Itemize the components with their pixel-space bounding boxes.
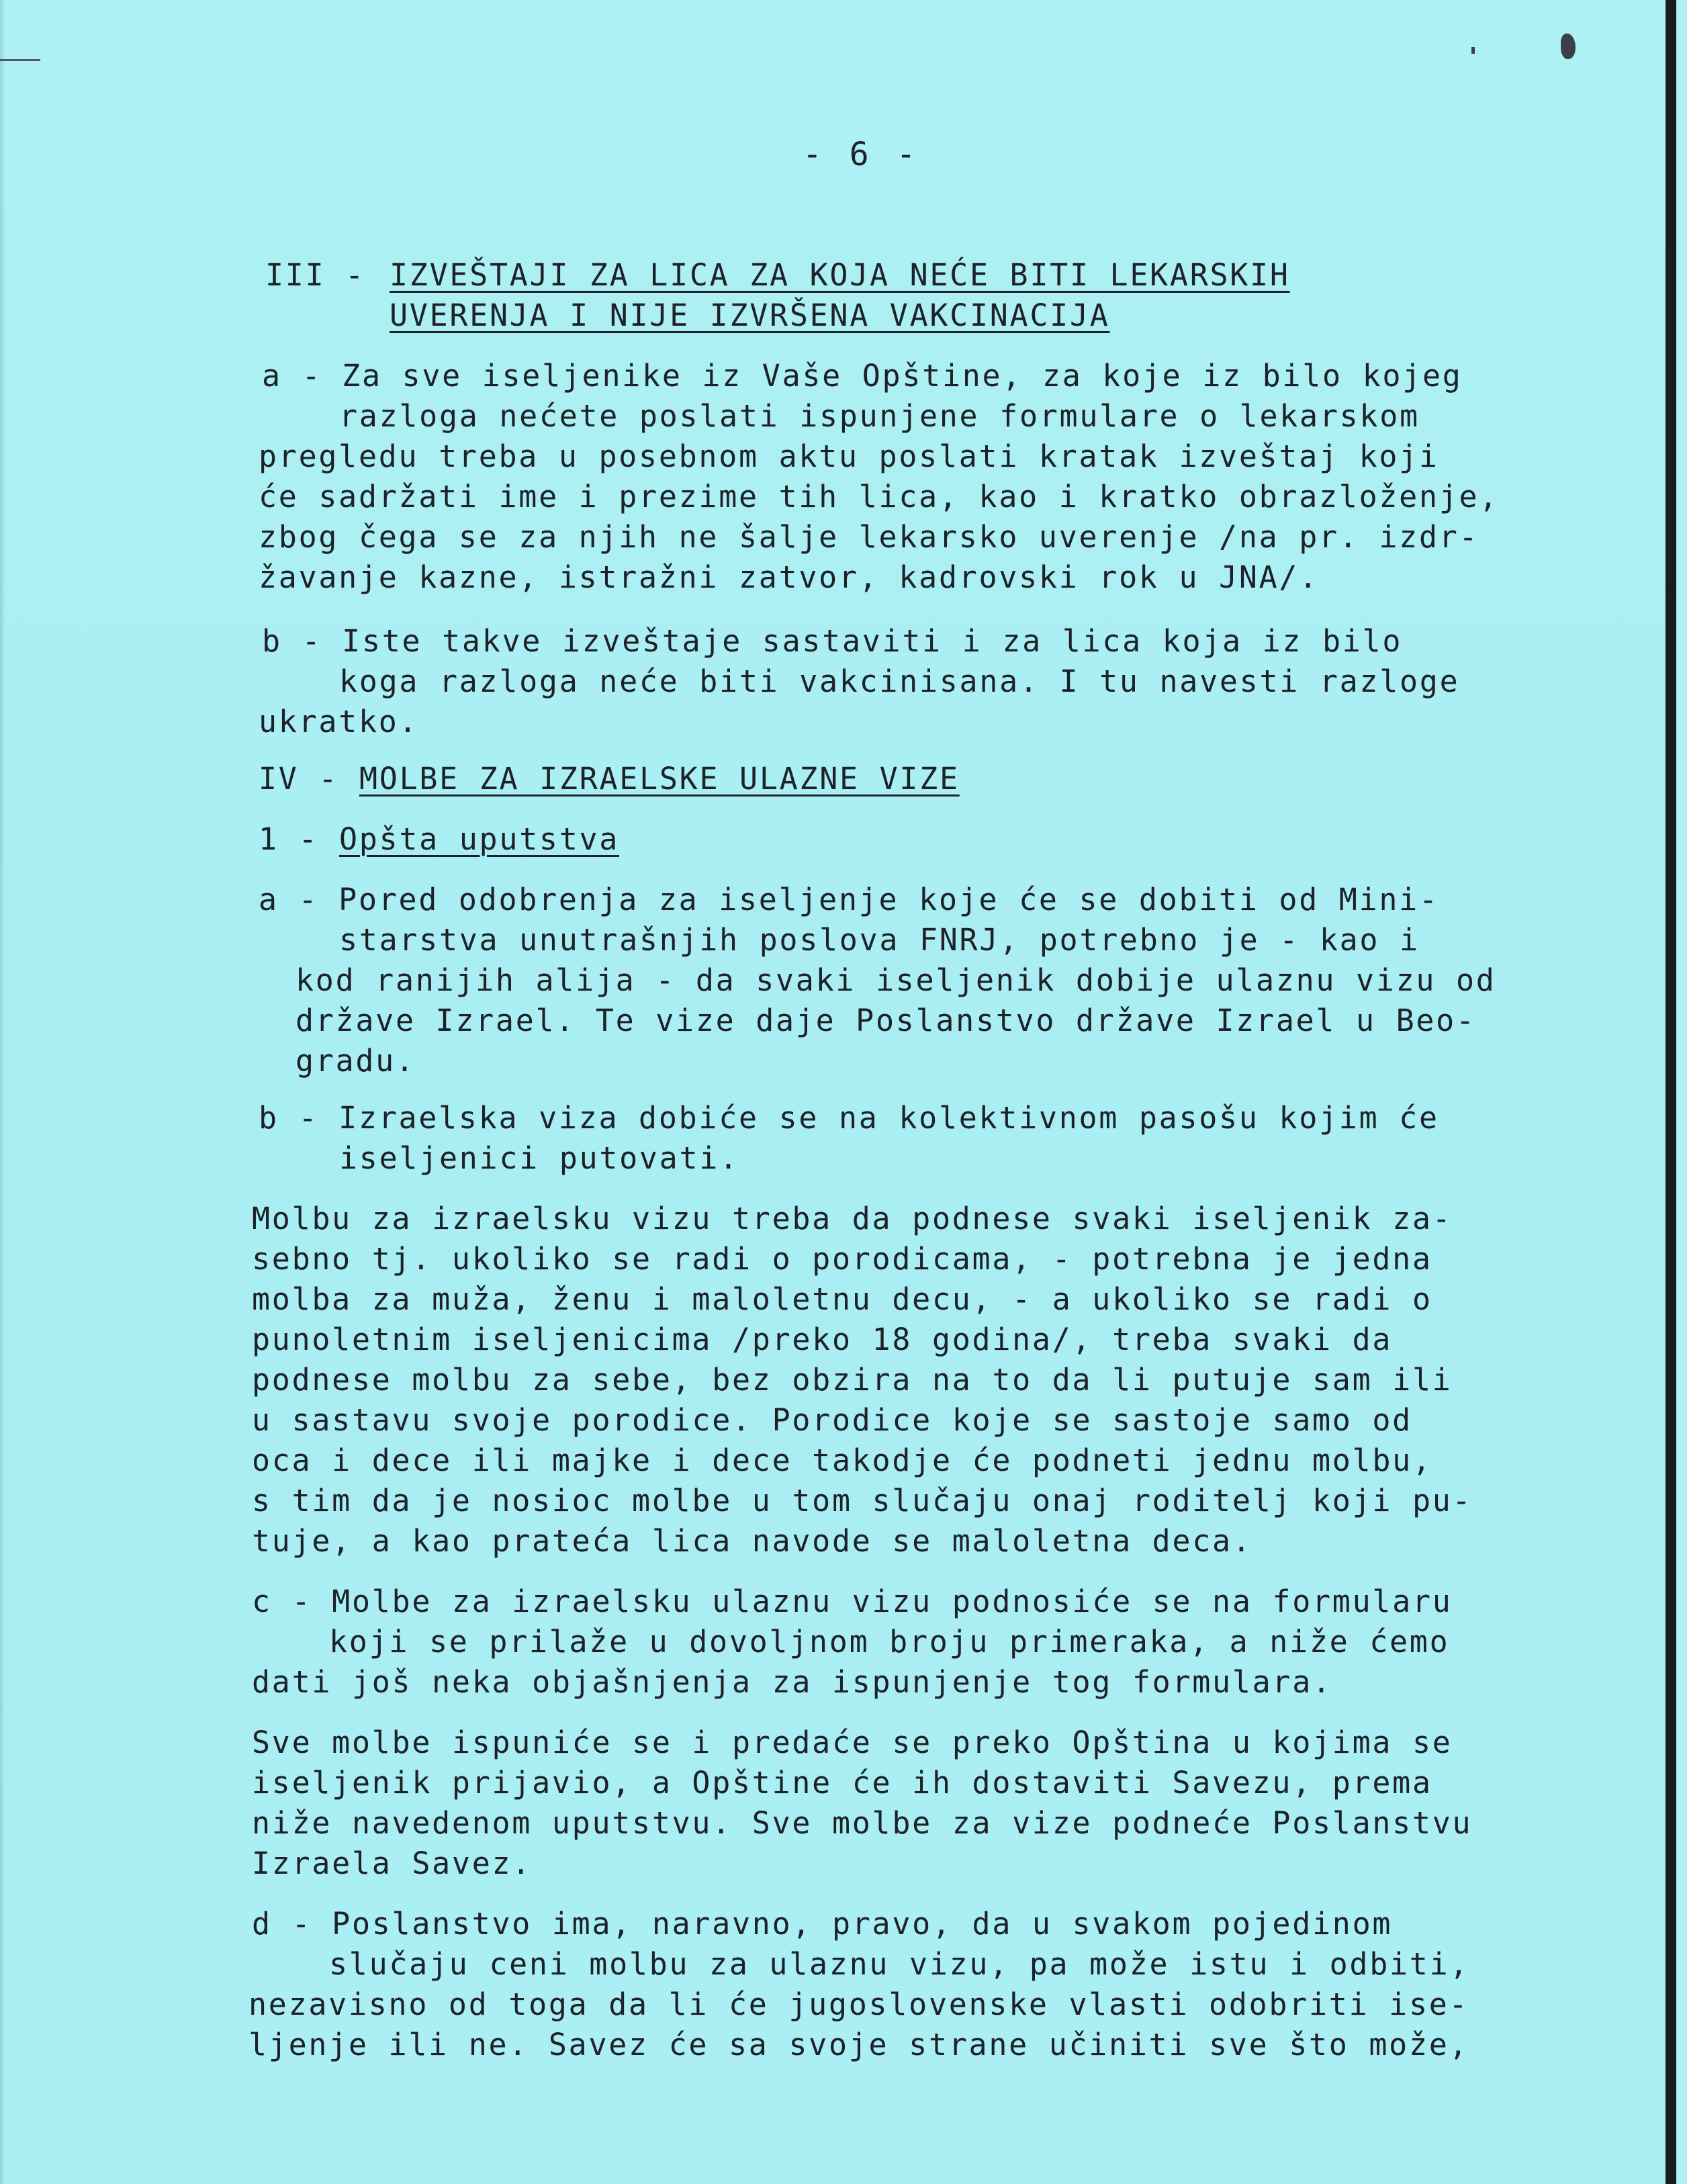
- sec4-b-line: b - Izraelska viza dobiće se na kolektivnom pasošu kojim će: [259, 1100, 1439, 1136]
- paragraph-line: u sastavu svoje porodice. Porodice koje se sastoje samo od: [252, 1402, 1412, 1438]
- sec3-b-line: ukratko.: [259, 704, 419, 739]
- paragraph-line: podnese molbu za sebe, bez obzira na to da li putuje sam ili: [252, 1362, 1453, 1398]
- sec4-c-line: koji se prilaže u dovoljnom broju primeraka, a niže ćemo: [329, 1624, 1450, 1659]
- section-4-prefix: IV -: [259, 761, 359, 797]
- sec4-a-line: a - Pored odobrenja za iseljenje koje će se dobiti od Mini-: [259, 882, 1439, 917]
- sec4-d-line: ljenje ili ne. Savez će sa svoje strane učiniti sve što može,: [248, 2027, 1469, 2062]
- paragraph-line: tuje, a kao prateća lica navode se maloletna deca.: [252, 1523, 1252, 1559]
- paragraph-line: oca i dece ili majke i dece takodje će podneti jednu molbu,: [252, 1443, 1432, 1478]
- paragraph-line: molba za muža, ženu i maloletnu decu, - a ukoliko se radi o: [252, 1281, 1432, 1317]
- margin-mark: [0, 59, 40, 61]
- sec4-d-line: d - Poslanstvo ima, naravno, pravo, da u svakom pojedinom: [252, 1906, 1393, 1942]
- paragraph-line: niže navedenom uputstvu. Sve molbe za vize podneće Poslanstvu: [252, 1805, 1473, 1841]
- paragraph-line: punoletnim iseljenicima /preko 18 godina/, treba svaki da: [252, 1322, 1393, 1357]
- sec4-c-line: c - Molbe za izraelsku ulaznu vizu podnosiće se na formularu: [252, 1584, 1453, 1619]
- sec3-a-line: a - Za sve iseljenike iz Vaše Opštine, za koje iz bilo kojeg: [262, 358, 1463, 394]
- sec3-a-line: žavanje kazne, istražni zatvor, kadrovski rok u JNA/.: [259, 559, 1319, 595]
- paragraph-line: sebno tj. ukoliko se radi o porodicama, - potrebna je jedna: [252, 1241, 1432, 1277]
- sec4-d-line: nezavisno od toga da li će jugoslovenske vlasti odobriti ise-: [248, 1987, 1469, 2022]
- ink-speck-small: [1471, 47, 1475, 54]
- section-4-heading: MOLBE ZA IZRAELSKE ULAZNE VIZE: [359, 761, 960, 797]
- ink-speck: [1561, 34, 1576, 59]
- sec3-a-line: pregledu treba u posebnom aktu poslati kratak izveštaj koji: [259, 439, 1439, 474]
- sec4-b-line: iseljenici putovati.: [339, 1140, 739, 1176]
- sec4-c-line: dati još neka objašnjenja za ispunjenje tog formulara.: [252, 1664, 1332, 1700]
- sec4-a-line: države Izrael. Te vize daje Poslanstvo države Izrael u Beo-: [295, 1003, 1476, 1038]
- section-3-heading-line1: IZVEŠTAJI ZA LICA ZA KOJA NEĆE BITI LEKARSKIH: [390, 257, 1290, 293]
- sec3-a-line: zbog čega se za njih ne šalje lekarsko uverenje /na pr. izdr-: [259, 519, 1479, 555]
- sec4-a-line: kod ranijih alija - da svaki iseljenik dobije ulaznu vizu od: [295, 962, 1496, 998]
- sec4-a-line: gradu.: [295, 1043, 416, 1079]
- subsection-1-heading: Opšta uputstva: [339, 821, 620, 857]
- scan-border: [1666, 0, 1676, 2184]
- page-left-edge: [0, 0, 5, 2184]
- sec3-b-line: koga razloga neće biti vakcinisana. I tu navesti razloge: [339, 664, 1460, 699]
- section-3-heading-line2: UVERENJA I NIJE IZVRŠENA VAKCINACIJA: [390, 298, 1110, 333]
- page-number: - 6 -: [803, 136, 920, 173]
- sec4-d-line: slučaju ceni molbu za ulaznu vizu, pa može istu i odbiti,: [329, 1946, 1470, 1982]
- paragraph-line: iseljenik prijavio, a Opštine će ih dostaviti Savezu, prema: [252, 1765, 1432, 1801]
- sec4-a-line: starstva unutrašnjih poslova FNRJ, potrebno je - kao i: [339, 922, 1420, 958]
- paragraph-line: Molbu za izraelsku vizu treba da podnese svaki iseljenik za-: [252, 1201, 1453, 1236]
- paragraph-line: Izraela Savez.: [252, 1846, 533, 1881]
- sec3-a-line: će sadržati ime i prezime tih lica, kao i kratko obrazloženje,: [259, 479, 1500, 514]
- section-3-prefix: III -: [265, 257, 385, 293]
- paragraph-line: Sve molbe ispuniće se i predaće se preko Opština u kojima se: [252, 1725, 1453, 1760]
- subsection-1-prefix: 1 -: [259, 821, 339, 857]
- sec3-a-line: razloga nećete poslati ispunjene formulare o lekarskom: [339, 398, 1420, 434]
- paragraph-line: s tim da je nosioc molbe u tom slučaju onaj roditelj koji pu-: [252, 1483, 1473, 1518]
- sec3-b-line: b - Iste takve izveštaje sastaviti i za lica koja iz bilo: [262, 623, 1403, 659]
